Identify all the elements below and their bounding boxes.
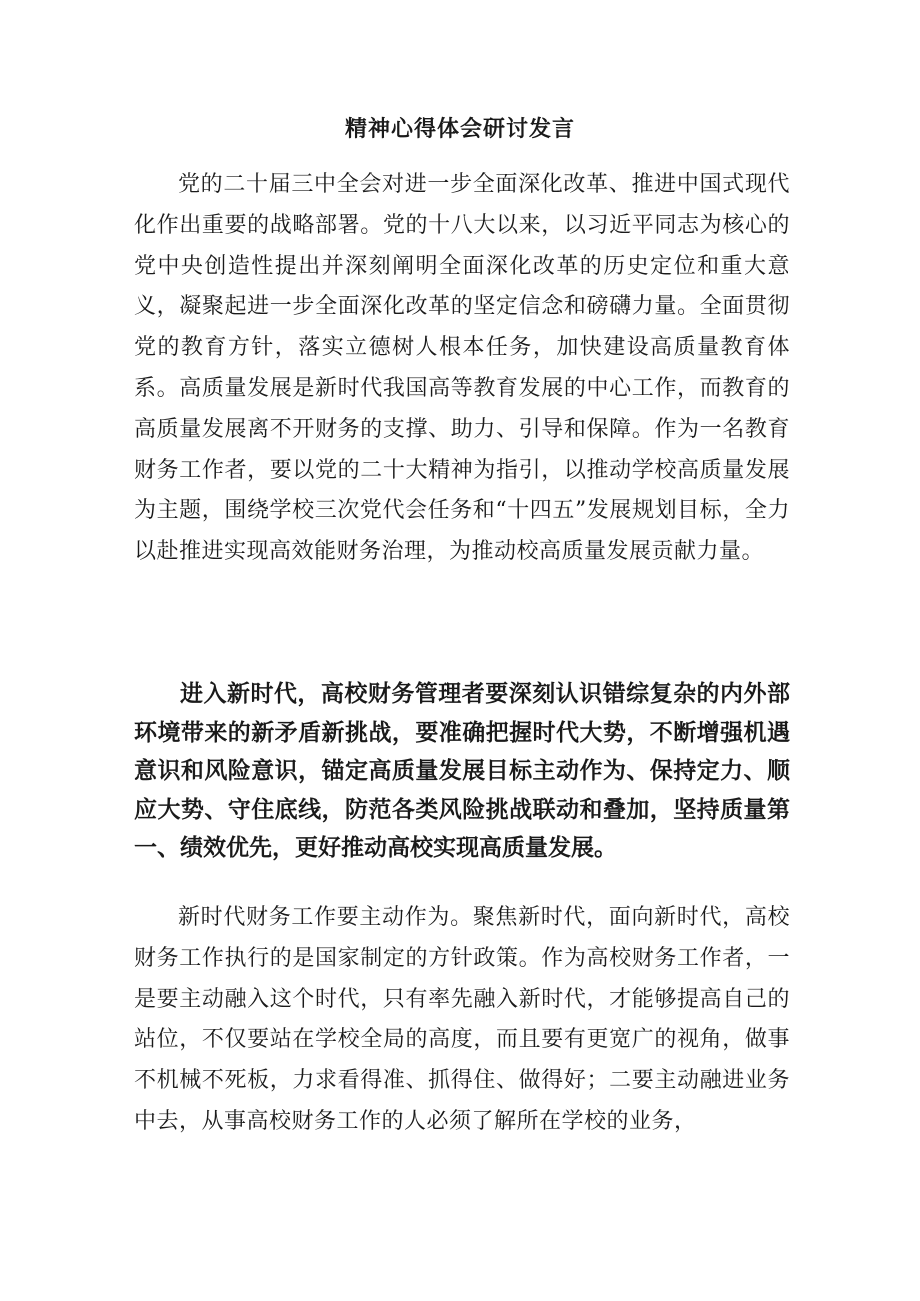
paragraph-intro: 党的二十届三中全会对进一步全面深化改革、推进中国式现代化作出重要的战略部署。党的十八大以来，以习近平同志为核心的党中央创造性提出并深刻阐明全面深化改革的历史定位和重大意义，凝聚起进一步全面深化改革的坚定信念和磅礴力量。全面贯彻党的教育方针，落实立德树人根本任务，加快建设高质量教育体系。高质量发展是新时代我国高等教育发展的中心工作，而教育的高质量发展离不开财务的支撑、助力、引导和保障。作为一名教育财务工作者，要以党的二十大精神为指引，以推动学校高质量发展为主题，围绕学校三次党代会任务和“十四五”发展规划目标，全力以赴推进实现高效能财务治理，为推动校高质量发展贡献力量。: [134, 172, 790, 565]
paragraph-new-era-management: 进入新时代，高校财务管理者要深刻认识错综复杂的内外部环境带来的新矛盾新挑战，要准确把握时代大势，不断增强机遇意识和风险意识，锚定高质量发展目标主动作为、保持定力、顺应大势、守住底线，防范各类风险挑战联动和叠加，坚持质量第一、绩效优先，更好推动高校实现高质量发展。: [134, 681, 790, 862]
document-title: 精神心得体会研讨发言: [344, 117, 575, 142]
paragraph-proactive-work: 新时代财务工作要主动作为。聚焦新时代，面向新时代，高校财务工作执行的是国家制定的方针政策。作为高校财务工作者，一是要主动融入这个时代，只有率先融入新时代，才能够提高自己的站位，不仅要站在学校全局的高度，而且要有更宽广的视角，做事不机械不死板，力求看得准、抓得住、做得好；二要主动融进业务中去，从事高校财务工作的人必须了解所在学校的业务，: [134, 905, 790, 1134]
